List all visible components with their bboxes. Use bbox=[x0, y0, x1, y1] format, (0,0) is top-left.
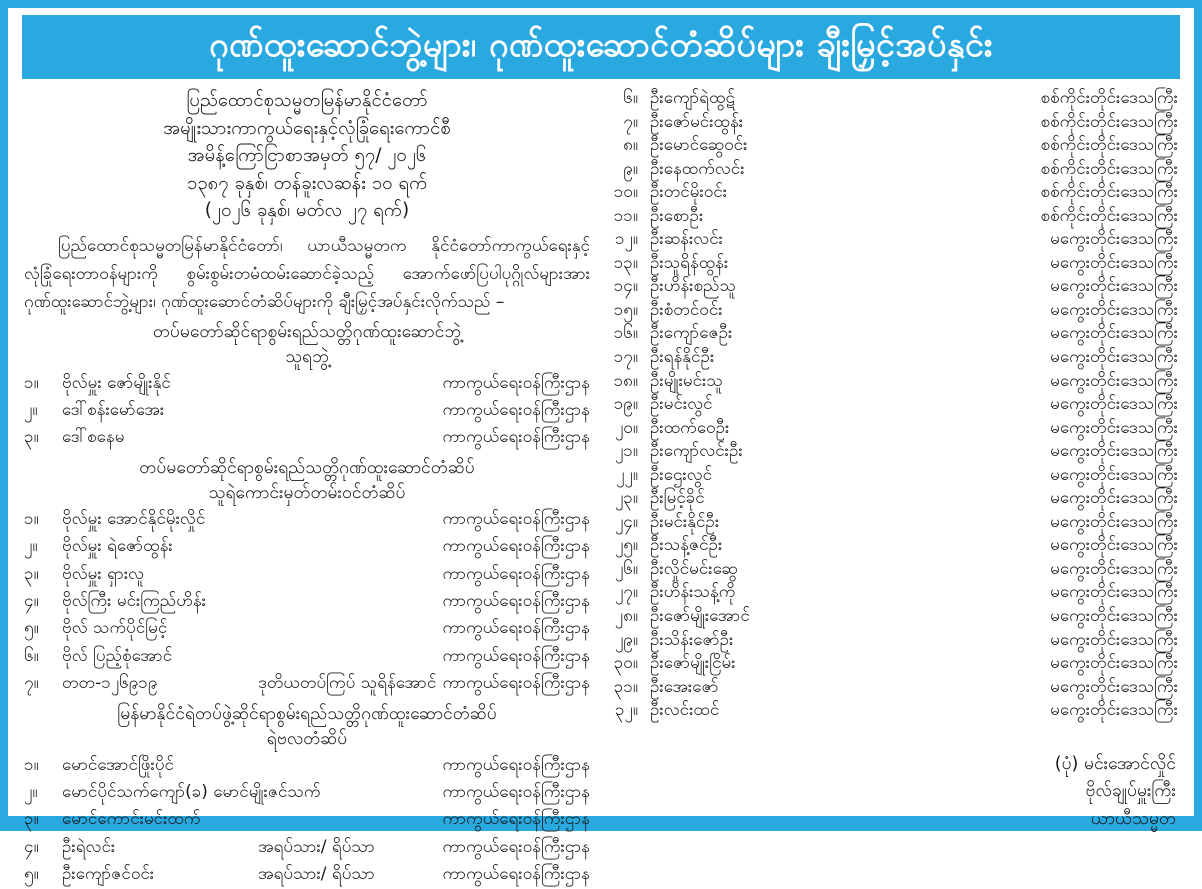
section1-subheading: သူရဘွဲ့ bbox=[285, 346, 329, 367]
item-detail bbox=[258, 561, 443, 588]
item-name: တတ-၁၂၆၉၁၉ bbox=[62, 673, 158, 694]
item-detail bbox=[258, 806, 443, 833]
item-name: ဦးစံတင်ဝင်း bbox=[650, 299, 723, 320]
item-number: ၂။ bbox=[24, 536, 38, 557]
item-name: ဦးတင်မိုးဝင်း bbox=[650, 182, 728, 203]
recipient-list-item bbox=[608, 629, 1178, 653]
item-number: ၁၇။ bbox=[613, 347, 638, 368]
recipient-list-item bbox=[608, 581, 1178, 605]
section3-list bbox=[24, 752, 590, 889]
letterhead-line-date-en: (၂၀၂၆ ခုနှစ်၊ မတ်လ ၂၇ ရက်) bbox=[204, 200, 410, 221]
section3-subheading: ရဲဗလတံဆိပ် bbox=[266, 728, 348, 749]
item-detail bbox=[258, 506, 443, 533]
item-org: ကာကွယ်ရေးဝန်ကြီးဌာန bbox=[442, 673, 590, 694]
item-name: ဗိုလ် ပြည့်စုံအောင် bbox=[62, 645, 173, 666]
section2-heading: တပ်မတော်ဆိုင်ရာစွမ်းရည်သတ္တိဂုဏ်ထူးဆောင်တံဆိပ် bbox=[139, 457, 475, 478]
right-column bbox=[608, 87, 1178, 889]
item-number: ၂၅။ bbox=[614, 535, 638, 556]
item-org: ကာကွယ်ရေးဝန်ကြီးဌာန bbox=[442, 836, 590, 857]
item-name: ဦးလှိုင်မင်းဆွေ bbox=[650, 558, 738, 579]
item-name: ဒေါ်စနေမ bbox=[62, 427, 125, 448]
item-number: ၂၇။ bbox=[614, 582, 638, 603]
item-region: မကွေးတိုင်းဒေသကြီး bbox=[1050, 347, 1178, 368]
item-number: ၄။ bbox=[24, 836, 39, 857]
award-list-item bbox=[24, 670, 590, 697]
award-list-item bbox=[24, 533, 590, 560]
recipient-list-item bbox=[608, 299, 1178, 323]
item-region: မကွေးတိုင်းဒေသကြီး bbox=[1050, 370, 1178, 391]
item-name: ဗိုလ်မှူး ဇော်မျိုးနိုင် bbox=[62, 372, 171, 393]
item-number: ၂၈။ bbox=[614, 606, 638, 627]
item-name: ဦးမင်းလွင် bbox=[650, 394, 713, 415]
recipient-list-item bbox=[608, 393, 1178, 417]
item-number: ၂၉။ bbox=[614, 629, 638, 650]
item-number: ၄။ bbox=[24, 590, 39, 611]
item-name: ဦးထက်ဝေဦး bbox=[650, 417, 730, 438]
page-title: ဂုဏ်ထူးဆောင်ဘွဲ့များ၊ ဂုဏ်ထူးဆောင်တံဆိပ်များ ချီးမြှင့်အပ်နှင်း bbox=[209, 24, 993, 65]
item-region: မကွေးတိုင်းဒေသကြီး bbox=[1050, 441, 1178, 462]
item-name: ဦးမင်းနိုင်ဦး bbox=[650, 511, 720, 532]
item-detail bbox=[258, 533, 443, 560]
letterhead-line-country: ပြည်ထောင်စုသမ္မတမြန်မာနိုင်ငံတော် bbox=[186, 90, 428, 111]
item-region: မကွေးတိုင်းဒေသကြီး bbox=[1050, 676, 1178, 697]
item-name: ဦးဇော်မင်းထွန်း bbox=[650, 111, 744, 132]
recipient-list-item bbox=[608, 534, 1178, 558]
recipient-list-item bbox=[608, 440, 1178, 464]
signature-rank: ဗိုလ်ချုပ်မှူးကြီး bbox=[1085, 781, 1176, 802]
item-name: ဦးသိန်းဇော်ဦး bbox=[650, 629, 734, 650]
award-list-item bbox=[24, 397, 590, 424]
item-number: ၂၃။ bbox=[614, 488, 638, 509]
item-org: ကာကွယ်ရေးဝန်ကြီးဌာန bbox=[442, 754, 590, 775]
item-region: စစ်ကိုင်းတိုင်းဒေသကြီး bbox=[1040, 205, 1178, 226]
item-region: မကွေးတိုင်းဒေသကြီး bbox=[1050, 582, 1178, 603]
item-number: ၁၆။ bbox=[613, 323, 638, 344]
letterhead bbox=[24, 87, 590, 225]
award-list-item bbox=[24, 506, 590, 533]
item-name: ဦးနေထက်လင်း bbox=[650, 158, 745, 179]
recipient-list-item bbox=[608, 370, 1178, 394]
item-region: မကွေးတိုင်းဒေသကြီး bbox=[1050, 323, 1178, 344]
item-region: မကွေးတိုင်းဒေသကြီး bbox=[1050, 464, 1178, 485]
left-column bbox=[24, 87, 590, 889]
award-list-item bbox=[24, 834, 590, 861]
recipient-list-item bbox=[608, 158, 1178, 182]
item-name: ဦးမျိုးမင်းသူ bbox=[650, 370, 723, 391]
item-number: ၆။ bbox=[24, 645, 39, 666]
item-region: မကွေးတိုင်းဒေသကြီး bbox=[1050, 653, 1178, 674]
recipient-list-item bbox=[608, 228, 1178, 252]
two-column-body bbox=[8, 85, 1194, 889]
item-number: ၂၀။ bbox=[614, 417, 638, 438]
item-region: စစ်ကိုင်းတိုင်းဒေသကြီး bbox=[1040, 135, 1178, 156]
item-number: ၂၁။ bbox=[614, 441, 638, 462]
item-org: ကာကွယ်ရေးဝန်ကြီးဌာန bbox=[442, 618, 590, 639]
letterhead-line-date-my: ၁၃၈၇ ခုနှစ်၊ တန်ခူးလဆန်း ၁၀ ရက် bbox=[186, 172, 428, 194]
item-name: ဦးဆန်းလင်း bbox=[650, 229, 723, 250]
section2-subheading: သူရဲကောင်းမှတ်တမ်းဝင်တံဆိပ် bbox=[208, 482, 406, 503]
item-region: မကွေးတိုင်းဒေသကြီး bbox=[1050, 229, 1178, 250]
item-number: ၁။ bbox=[24, 508, 39, 529]
item-detail bbox=[258, 588, 443, 615]
item-org: ကာကွယ်ရေးဝန်ကြီးဌာန bbox=[442, 590, 590, 611]
recipient-list-item bbox=[608, 87, 1178, 111]
item-org: ကာကွယ်ရေးဝန်ကြီးဌာန bbox=[442, 645, 590, 666]
item-detail bbox=[258, 643, 443, 670]
item-region: စစ်ကိုင်းတိုင်းဒေသကြီး bbox=[1040, 182, 1178, 203]
award-list-item bbox=[24, 561, 590, 588]
award-list-item bbox=[24, 588, 590, 615]
recipient-list-item bbox=[608, 487, 1178, 511]
award-list-item bbox=[24, 643, 590, 670]
item-number: ၁၀။ bbox=[613, 182, 638, 203]
item-detail bbox=[258, 615, 443, 642]
item-region: မကွေးတိုင်းဒေသကြီး bbox=[1050, 417, 1178, 438]
signature-title: ယာယီသမ္မတ bbox=[1090, 808, 1176, 829]
recipient-list-item bbox=[608, 699, 1178, 723]
item-org: ကာကွယ်ရေးဝန်ကြီးဌာန bbox=[442, 536, 590, 557]
item-number: ၁၈။ bbox=[613, 370, 638, 391]
signature-name: (ပုံ) မင်းအောင်လှိုင် bbox=[1054, 753, 1176, 774]
recipient-list-item bbox=[608, 134, 1178, 158]
item-number: ၁၅။ bbox=[613, 299, 638, 320]
recipient-list-item bbox=[608, 511, 1178, 535]
item-name: ဦးကျော်လင်းဦး bbox=[650, 441, 743, 462]
item-number: ၁။ bbox=[24, 754, 39, 775]
item-detail bbox=[258, 370, 443, 397]
recipient-list-continued bbox=[608, 87, 1178, 723]
item-name: ဗိုလ် သက်ပိုင်မြင့် bbox=[62, 618, 168, 639]
item-name: ဦးလင်းထင် bbox=[650, 700, 720, 721]
item-name: ဦးဟိန်းသန့်ကို bbox=[650, 582, 736, 603]
item-name: ဒေါ်စန်းမော်အေး bbox=[62, 399, 165, 420]
award-list-item bbox=[24, 806, 590, 833]
item-name: ဦးကျော်ရဲထွဋ် bbox=[650, 88, 735, 108]
item-name: ဦးဌေးလွင် bbox=[650, 464, 713, 485]
item-org: ကာကွယ်ရေးဝန်ကြီးဌာန bbox=[442, 372, 590, 393]
item-name: ဦးမြင့်ခိုင် bbox=[650, 488, 705, 509]
recipient-list-item bbox=[608, 322, 1178, 346]
recipient-list-item bbox=[608, 181, 1178, 205]
recipient-list-item bbox=[608, 464, 1178, 488]
item-number: ၇။ bbox=[623, 111, 638, 132]
item-name: ဦးသူရိန်ထွန်း bbox=[650, 252, 729, 273]
item-name: ဦးသန့်ဇင်ဦး bbox=[650, 535, 723, 556]
letterhead-line-order-no: အမိန့်ကြော်ငြာစာအမှတ် ၅၇/ ၂၀၂၆ bbox=[187, 145, 427, 166]
section2-list bbox=[24, 506, 590, 698]
recipient-list-item bbox=[608, 346, 1178, 370]
item-detail: အရပ်သား/ ရိပ်သာ bbox=[258, 864, 375, 885]
recipient-list-item bbox=[608, 275, 1178, 299]
item-number: ၅။ bbox=[24, 864, 39, 885]
item-region: မကွေးတိုင်းဒေသကြီး bbox=[1050, 535, 1178, 556]
item-detail: အရပ်သား/ ရိပ်သာ bbox=[258, 836, 375, 857]
item-region: စစ်ကိုင်းတိုင်းဒေသကြီး bbox=[1040, 111, 1178, 132]
award-list-item bbox=[24, 779, 590, 806]
recipient-list-item bbox=[608, 558, 1178, 582]
recipient-list-item bbox=[608, 205, 1178, 229]
letterhead-line-council: အမျိုးသားကာကွယ်ရေးနှင့်လုံခြုံရေးကောင်စီ bbox=[163, 117, 451, 139]
item-detail bbox=[258, 779, 443, 806]
recipient-list-item bbox=[608, 111, 1178, 135]
item-name: ဗိုလ်မှူး ရဲဇော်ထွန်း bbox=[62, 536, 173, 557]
item-number: ၃။ bbox=[24, 563, 39, 584]
item-region: မကွေးတိုင်းဒေသကြီး bbox=[1050, 276, 1178, 297]
item-region: မကွေးတိုင်းဒေသကြီး bbox=[1050, 511, 1178, 532]
item-region: မကွေးတိုင်းဒေသကြီး bbox=[1050, 488, 1178, 509]
item-number: ၆။ bbox=[623, 88, 638, 108]
item-region: စစ်ကိုင်းတိုင်းဒေသကြီး bbox=[1040, 88, 1178, 108]
item-number: ၁၂။ bbox=[614, 229, 638, 250]
item-number: ၃။ bbox=[24, 809, 39, 830]
item-region: မကွေးတိုင်းဒေသကြီး bbox=[1050, 394, 1178, 415]
recipient-list-item bbox=[608, 417, 1178, 441]
item-number: ၂၂။ bbox=[616, 464, 638, 485]
item-name: မောင်အောင်ဖြိုးပိုင် bbox=[62, 754, 174, 775]
item-detail bbox=[258, 424, 443, 451]
recipient-list-item bbox=[608, 252, 1178, 276]
award-list-item bbox=[24, 752, 590, 779]
item-detail: ဒုတိယတပ်ကြပ် သူရိန်အောင် bbox=[258, 673, 437, 694]
item-org: ကာကွယ်ရေးဝန်ကြီးဌာန bbox=[442, 427, 590, 448]
recipient-list-item bbox=[608, 605, 1178, 629]
item-name: ဦးကျော်ဇင်ဝင်း bbox=[62, 864, 155, 885]
page-title-banner bbox=[22, 15, 1180, 79]
award-list-item bbox=[24, 370, 590, 397]
item-number: ၁၄။ bbox=[613, 276, 638, 297]
item-number: ၃၁။ bbox=[613, 676, 638, 697]
item-region: မကွေးတိုင်းဒေသကြီး bbox=[1050, 558, 1178, 579]
signature-block bbox=[608, 751, 1178, 834]
section3-heading: မြန်မာနိုင်ငံရဲတပ်ဖွဲ့ဆိုင်ရာစွမ်းရည်သတ္တိဂုဏ်ထူးဆောင်တံဆိပ် bbox=[117, 703, 497, 724]
item-region: မကွေးတိုင်းဒေသကြီး bbox=[1050, 299, 1178, 320]
item-org: ကာကွယ်ရေးဝန်ကြီးဌာန bbox=[442, 864, 590, 885]
award-list-item bbox=[24, 861, 590, 888]
item-name: ဗိုလ်မှူး ရှားလူ bbox=[62, 563, 145, 584]
item-name: ဦးဇော်မျိုးအောင် bbox=[650, 606, 750, 627]
item-number: ၁။ bbox=[24, 372, 39, 393]
item-number: ၂။ bbox=[24, 399, 38, 420]
item-number: ၂၆။ bbox=[614, 558, 638, 579]
item-number: ၂၄။ bbox=[614, 511, 638, 532]
item-name: ဦးမောင်ဆွေဝင်း bbox=[650, 135, 748, 156]
item-name: ဦးရန်နိုင်ဦး bbox=[650, 347, 715, 368]
section1-heading: တပ်မတော်ဆိုင်ရာစွမ်းရည်သတ္တိဂုဏ်ထူးဆောင်ဘွဲ့ bbox=[152, 321, 462, 342]
item-name: ဦးရဲလင်း bbox=[62, 836, 116, 857]
item-detail bbox=[258, 752, 443, 779]
item-number: ၃၂။ bbox=[614, 700, 638, 721]
item-name: မောင်ကောင်းမင်းထက် bbox=[62, 809, 201, 830]
section1-list bbox=[24, 370, 590, 452]
recipient-list-item bbox=[608, 652, 1178, 676]
item-region: မကွေးတိုင်းဒေသကြီး bbox=[1050, 252, 1178, 273]
item-number: ၃၀။ bbox=[613, 653, 638, 674]
preamble-paragraph: ပြည်ထောင်စုသမ္မတမြန်မာနိုင်ငံတော်၊ ယာယီသမ္မတက နိုင်ငံတော်ကာကွယ်ရေးနှင့် လုံခြုံရေးတာဝန်များကို စွမ်းစွမ်းတမံထမ်းဆောင်ခဲ့သည့် အောက်ဖော်ပြပါပုဂ္ဂိုလ်များအား ဂုဏ်ထူးဆောင်ဘွဲ့များ၊ ဂုဏ်ထူးဆောင်တံဆိပ်များကို ချီးမြှင့်အပ်နှင်းလိုက်သည် – bbox=[24, 235, 590, 312]
item-number: ၅။ bbox=[24, 618, 39, 639]
item-name: ဦးဇော်မျိုးငြိမ်း bbox=[650, 653, 736, 674]
item-region: မကွေးတိုင်းဒေသကြီး bbox=[1050, 606, 1178, 627]
item-number: ၃။ bbox=[24, 427, 39, 448]
item-number: ၁၁။ bbox=[613, 205, 638, 226]
item-number: ၁၉။ bbox=[613, 394, 638, 415]
item-name: ဗိုလ်ကြီး မင်းကြည်ဟိန်း bbox=[62, 590, 206, 611]
item-org: ကာကွယ်ရေးဝန်ကြီးဌာန bbox=[442, 809, 590, 830]
item-org: ကာကွယ်ရေးဝန်ကြီးဌာန bbox=[442, 563, 590, 584]
recipient-list-item bbox=[608, 676, 1178, 700]
item-name: မောင်ပိုင်သက်ကျော်(ခ) မောင်မျိုးဇင်သက် bbox=[62, 781, 321, 802]
item-org: ကာကွယ်ရေးဝန်ကြီးဌာန bbox=[442, 508, 590, 529]
item-number: ၂။ bbox=[24, 781, 38, 802]
item-org: ကာကွယ်ရေးဝန်ကြီးဌာန bbox=[442, 399, 590, 420]
item-number: ၉။ bbox=[623, 158, 638, 179]
award-list-item bbox=[24, 424, 590, 451]
item-region: မကွေးတိုင်းဒေသကြီး bbox=[1050, 700, 1178, 721]
item-number: ၇။ bbox=[24, 673, 39, 694]
item-number: ၈။ bbox=[623, 135, 638, 156]
item-name: ဦးဟိန်းစည်သူ bbox=[650, 276, 736, 297]
item-name: ဦးအေးဇော် bbox=[650, 676, 719, 697]
item-detail bbox=[258, 397, 443, 424]
item-region: မကွေးတိုင်းဒေသကြီး bbox=[1050, 629, 1178, 650]
item-name: ဦးကျော်ဇေဦး bbox=[650, 323, 733, 344]
item-number: ၁၃။ bbox=[613, 252, 638, 273]
item-name: ဦးစောဦး bbox=[650, 205, 704, 226]
item-region: စစ်ကိုင်းတိုင်းဒေသကြီး bbox=[1040, 158, 1178, 179]
item-name: ဗိုလ်မှူး အောင်နိုင်မိုးလှိုင် bbox=[62, 508, 206, 529]
award-list-item bbox=[24, 615, 590, 642]
item-org: ကာကွယ်ရေးဝန်ကြီးဌာန bbox=[442, 781, 590, 802]
